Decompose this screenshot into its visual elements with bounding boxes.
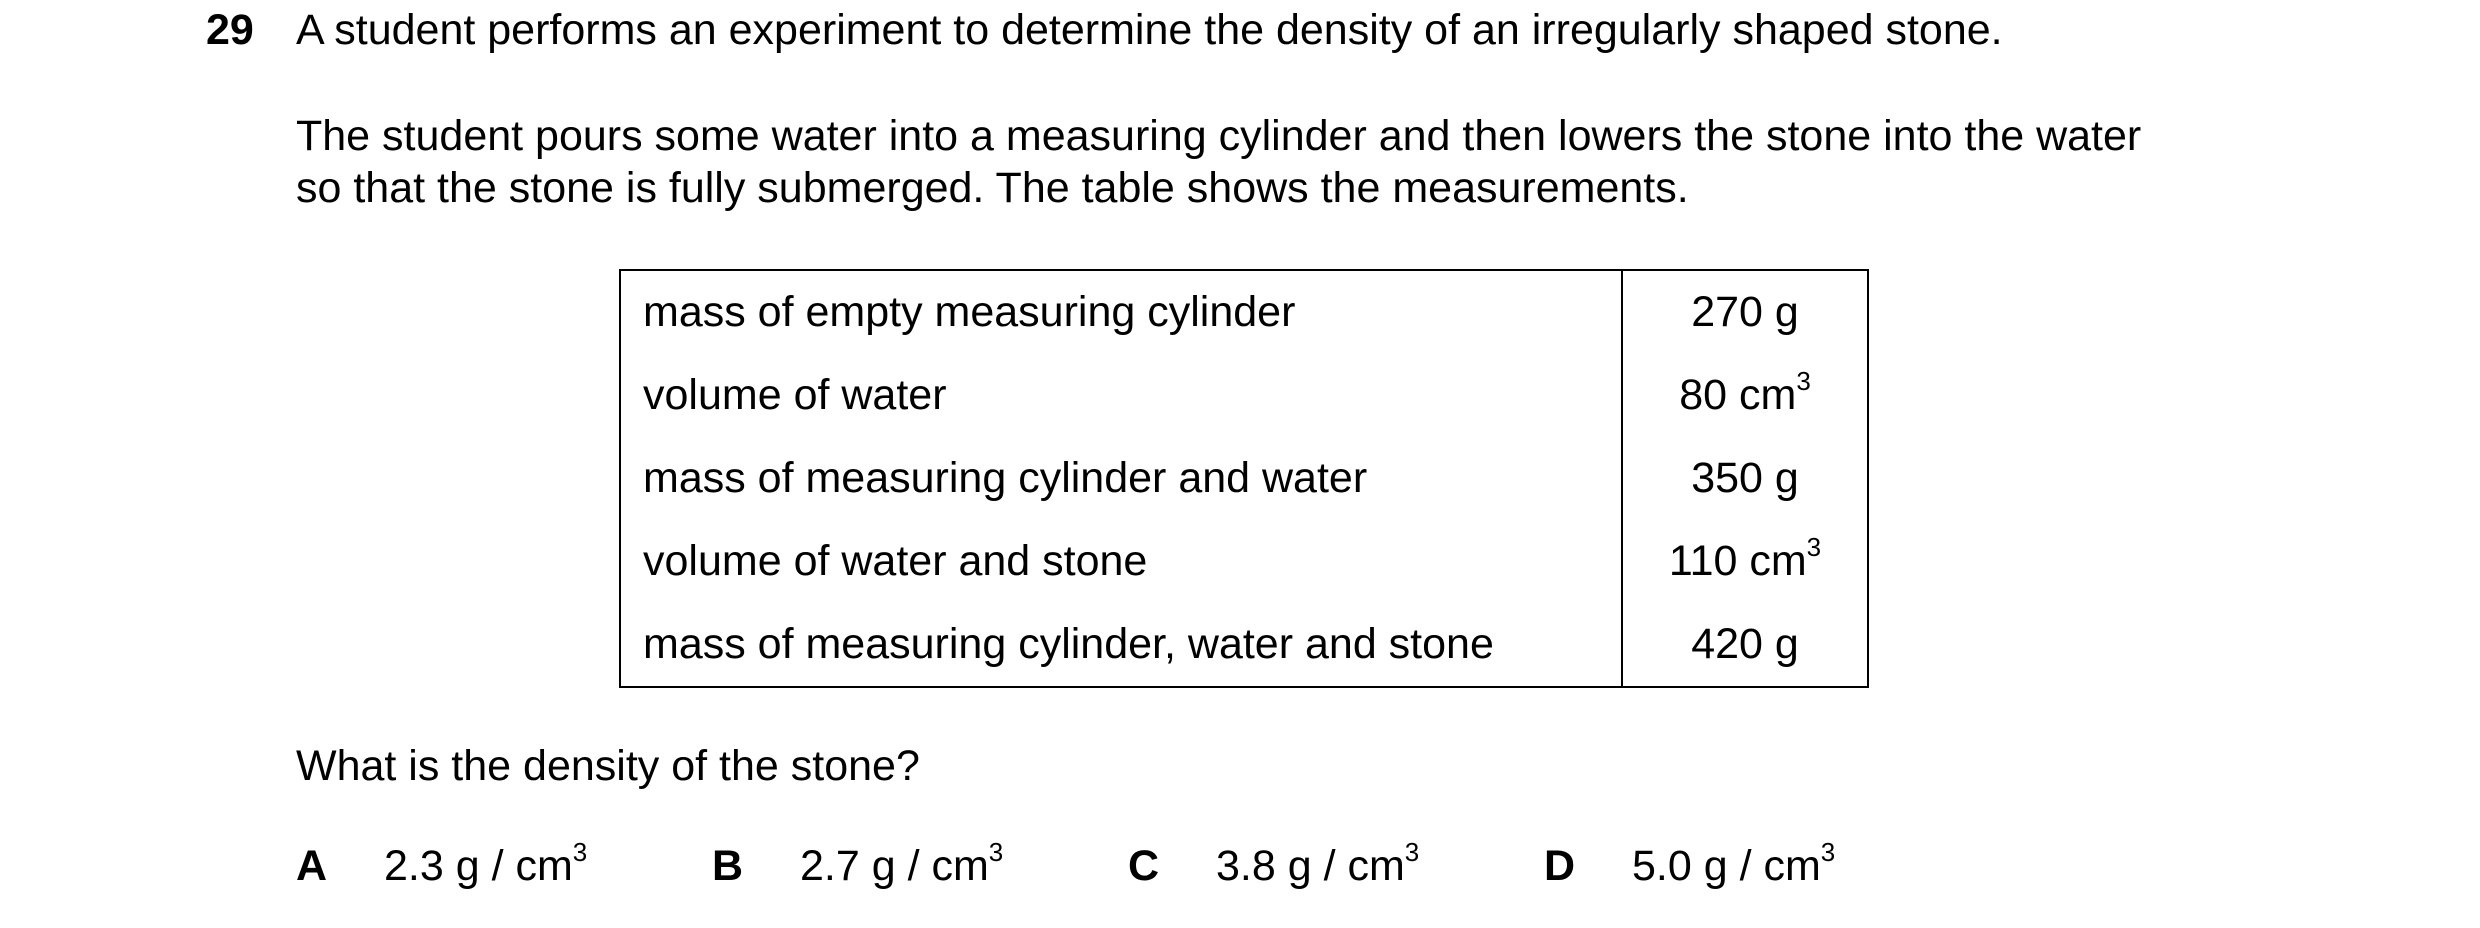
- table-row: [620, 603, 1868, 687]
- question-intro: A student performs an experiment to determine the density of an irregularly shaped stone.: [296, 6, 2003, 54]
- value-superscript: 3: [1806, 532, 1822, 562]
- option-value: 2.7 g / cm: [800, 842, 989, 890]
- measurement-value: [1622, 520, 1868, 603]
- measurement-label: mass of measuring cylinder and water: [620, 437, 1622, 520]
- table-row: [620, 270, 1868, 354]
- option-c[interactable]: [1128, 836, 1419, 896]
- option-letter: C: [1128, 842, 1160, 890]
- value-text: 270 g: [1691, 288, 1799, 336]
- answer-options: [0, 836, 2480, 896]
- question-number: 29: [206, 6, 254, 54]
- measurement-label: volume of water: [620, 354, 1622, 437]
- value-text: 110 cm: [1668, 537, 1807, 585]
- method-line-2: so that the stone is fully submerged. The table shows the measurements.: [296, 164, 1689, 212]
- option-superscript: 3: [988, 837, 1004, 867]
- option-letter: B: [712, 842, 744, 890]
- measurement-value: [1622, 270, 1868, 354]
- question-prompt: What is the density of the stone?: [296, 742, 920, 790]
- option-b[interactable]: [712, 836, 1003, 896]
- measurement-value: [1622, 437, 1868, 520]
- measurement-value: [1622, 603, 1868, 687]
- table-row: [620, 437, 1868, 520]
- option-d[interactable]: [1544, 836, 1835, 896]
- value-text: 80 cm: [1679, 371, 1797, 419]
- option-letter: D: [1544, 842, 1576, 890]
- option-value: 3.8 g / cm: [1216, 842, 1405, 890]
- value-text: 420 g: [1691, 620, 1799, 668]
- measurement-label: volume of water and stone: [620, 520, 1622, 603]
- value-text: 350 g: [1691, 454, 1799, 502]
- option-letter: A: [296, 842, 328, 890]
- measurement-label: mass of empty measuring cylinder: [620, 270, 1622, 354]
- table-row: [620, 520, 1868, 603]
- value-superscript: 3: [1796, 366, 1811, 396]
- option-superscript: 3: [1404, 837, 1420, 867]
- option-superscript: 3: [572, 837, 588, 867]
- option-a[interactable]: [296, 836, 587, 896]
- method-line-1: The student pours some water into a measuring cylinder and then lowers the stone into the water: [296, 112, 2142, 160]
- option-superscript: 3: [1820, 837, 1836, 867]
- option-value: 2.3 g / cm: [384, 842, 573, 890]
- measurements-table: [619, 269, 1869, 688]
- option-value: 5.0 g / cm: [1632, 842, 1821, 890]
- measurement-value: [1622, 354, 1868, 437]
- table-row: [620, 354, 1868, 437]
- measurement-label: mass of measuring cylinder, water and stone: [620, 603, 1622, 687]
